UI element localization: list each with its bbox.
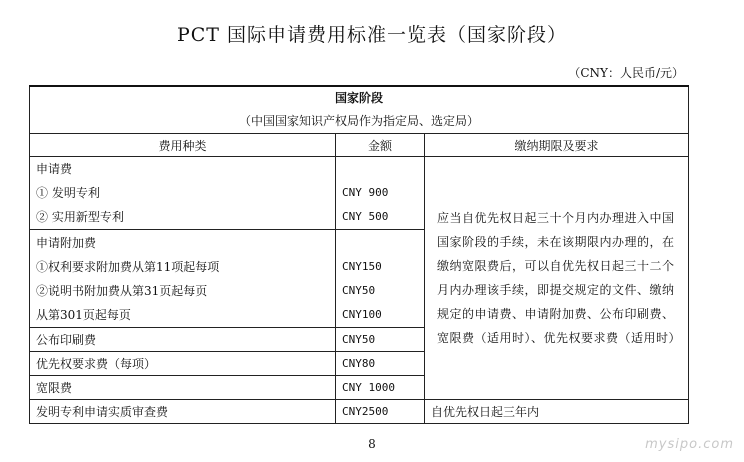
surcharge-description-301: 从第301页起每页 <box>36 307 131 322</box>
deadline-note: 应当自优先权日起三十个月内办理进入中国国家阶段的手续，未在该期限内办理的，在缴纳宽限费后，可以自优先权日起三十二个月内办理该手续，即提交规定的文件、缴纳规定的申请费、申请附加费、公布印刷费、宽限费（适用时）、优先权要求费（适用时） <box>437 211 682 345</box>
amount-description-301: CNY100 <box>342 307 382 321</box>
surcharge-amounts <box>336 230 425 328</box>
surcharge-description-31: ②说明书附加费从第31页起每页 <box>36 283 208 298</box>
section-subtitle: （中国国家知识产权局作为指定局、选定局） <box>239 114 480 128</box>
application-fee-invention: ① 发明专利 <box>36 186 100 200</box>
surcharge-names <box>30 230 336 328</box>
publication-fee-amount: CNY50 <box>336 328 425 352</box>
column-header-deadline: 缴纳期限及要求 <box>425 134 689 157</box>
document-title: PCT 国际申请费用标准一览表（国家阶段） <box>176 24 568 46</box>
amount-invention: CNY 900 <box>342 186 389 199</box>
column-header-row <box>30 134 689 157</box>
application-fee-label: 申请费 <box>36 162 73 176</box>
examination-fee-row <box>30 400 689 424</box>
application-fee-row <box>30 157 689 230</box>
application-fee-utility-model: ② 实用新型专利 <box>36 210 124 224</box>
fee-table <box>29 85 689 424</box>
examination-fee-deadline: 自优先权日起三年内 <box>425 400 689 424</box>
section-header-row <box>30 86 689 134</box>
application-fee-amounts <box>336 157 425 230</box>
application-fee-names <box>30 157 336 230</box>
amount-claims: CNY150 <box>342 259 382 273</box>
section-header-cell <box>30 86 689 134</box>
amount-description-31: CNY50 <box>342 283 376 297</box>
surcharge-label: 申请附加费 <box>36 235 97 250</box>
currency-unit-note: （CNY：人民币/元） <box>568 66 684 80</box>
column-header-fee-type: 费用种类 <box>30 134 336 157</box>
examination-fee-amount: CNY2500 <box>336 400 425 424</box>
examination-fee-name: 发明专利申请实质审查费 <box>30 400 336 424</box>
publication-fee-name: 公布印刷费 <box>30 328 336 352</box>
grace-fee-name: 宽限费 <box>30 376 336 400</box>
column-header-amount: 金额 <box>336 134 425 157</box>
priority-fee-amount: CNY80 <box>336 352 425 376</box>
site-watermark: mysipo.com <box>645 437 734 452</box>
deadline-note-cell <box>425 157 689 400</box>
amount-utility-model: CNY 500 <box>342 210 389 223</box>
page-number: 8 <box>368 437 376 451</box>
priority-fee-name: 优先权要求费（每项） <box>30 352 336 376</box>
section-title: 国家阶段 <box>335 91 384 105</box>
grace-fee-amount: CNY 1000 <box>336 376 425 400</box>
surcharge-claims: ①权利要求附加费从第11项起每项 <box>36 259 220 274</box>
